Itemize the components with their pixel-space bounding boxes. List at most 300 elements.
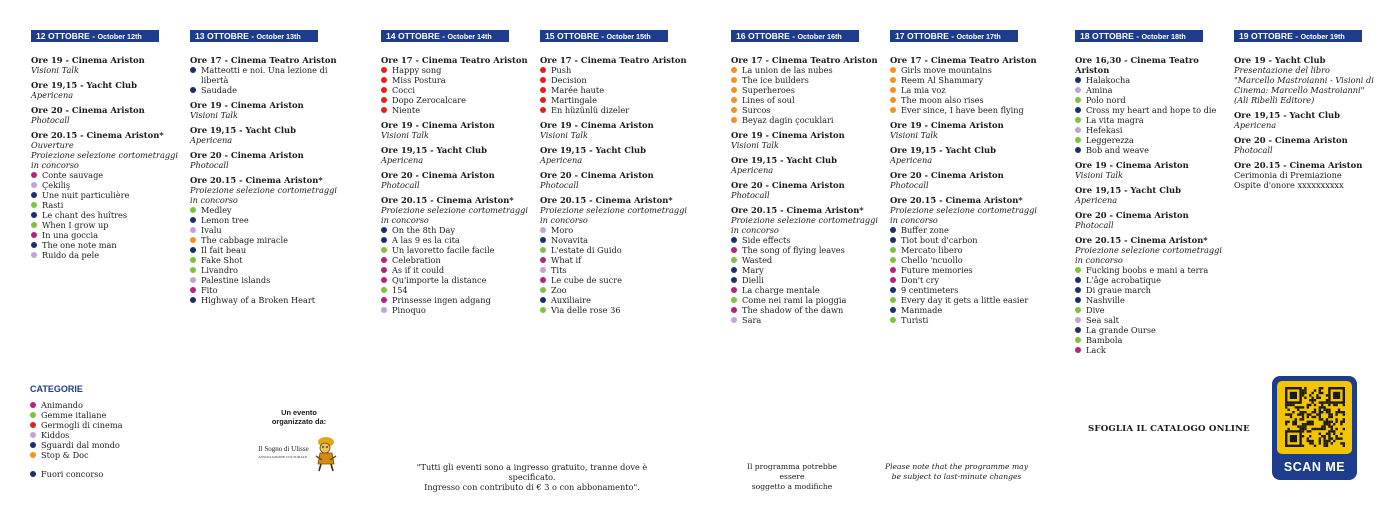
film-item <box>890 235 1038 245</box>
day-header-it: 17 OTTOBRE <box>895 31 949 41</box>
film-title: La mia voz <box>901 85 946 95</box>
film-title: En hüzünlü dizeler <box>551 105 630 115</box>
film-item <box>540 65 688 75</box>
film-item <box>1075 145 1223 155</box>
event-subtitle: Apericena <box>731 165 774 175</box>
fuori-concorso-dot-icon <box>30 471 36 477</box>
event-subtitle: Proiezione selezione cortometraggi <box>890 205 1037 215</box>
film-title: Surcos <box>742 105 771 115</box>
film-title: L'âge acrobatique <box>1086 275 1161 285</box>
film-title: Mary <box>742 265 764 275</box>
film-title: The moon also rises <box>901 95 984 105</box>
film-item <box>540 95 688 105</box>
film-title: Tiot bout d'carbon <box>901 235 978 245</box>
event-subtitle: Photocall <box>540 180 579 190</box>
film-title: The shadow of the dawn <box>742 305 844 315</box>
event-subtitle: Photocall <box>1234 145 1273 155</box>
film-item <box>731 65 879 75</box>
event-subtitle: Visioni Talk <box>1075 170 1123 180</box>
film-title: Sea salt <box>1086 315 1119 325</box>
category-dot-icon <box>31 242 37 248</box>
category-dot-icon <box>381 277 387 283</box>
film-item <box>540 275 688 285</box>
film-item <box>540 255 688 265</box>
category-dot-icon <box>190 67 196 73</box>
event-subtitle: in concorso <box>731 225 779 235</box>
category-dot-icon <box>731 117 737 123</box>
event-subtitle: in concorso <box>190 195 238 205</box>
film-item <box>890 105 1038 115</box>
category-dot-icon <box>540 227 546 233</box>
event-time-venue: Ore 19,15 - Yacht Club <box>1234 110 1341 120</box>
film-item <box>890 295 1038 305</box>
film-item <box>1075 105 1223 115</box>
film-title: Qu'importe la distance <box>392 275 487 285</box>
category-dot-icon <box>540 67 546 73</box>
film-title: Niente <box>392 105 421 115</box>
film-title: Le cube de sucre <box>551 275 622 285</box>
category-dot-icon <box>731 87 737 93</box>
event-time-venue: Ore 16,30 - Cinema Teatro Ariston <box>1075 55 1199 75</box>
category-dot-icon <box>381 87 387 93</box>
category-dot-icon <box>190 267 196 273</box>
film-item <box>1075 135 1223 145</box>
film-title: Moro <box>551 225 574 235</box>
category-dot-icon <box>731 97 737 103</box>
organizer-block <box>244 408 354 472</box>
category-dot-icon <box>190 227 196 233</box>
note-en-line1: Please note that the programme may <box>885 462 1028 471</box>
category-dot-icon <box>190 297 196 303</box>
film-item <box>190 235 338 245</box>
legend-label: Kiddos <box>41 430 70 440</box>
event-subtitle: Photocall <box>190 160 229 170</box>
organizer-logo <box>244 434 354 472</box>
note-en-line2: be subject to last-minute changes <box>891 472 1022 481</box>
film-title: Every day it gets a little easier <box>901 295 1029 305</box>
category-dot-icon <box>31 252 37 258</box>
film-item <box>540 245 688 255</box>
category-dot-icon <box>31 202 37 208</box>
entry-note-line1: "Tutti gli eventi sono a ingresso gratuito, tranne dove è specificato. <box>416 462 648 482</box>
event-subtitle: in concorso <box>890 215 938 225</box>
film-item <box>540 85 688 95</box>
category-dot-icon <box>381 257 387 263</box>
event-time-venue: Ore 19,15 - Yacht Club <box>731 155 838 165</box>
category-dot-icon <box>540 267 546 273</box>
film-title: Livandro <box>201 265 238 275</box>
film-title: libertà <box>201 75 229 85</box>
film-title: Happy song <box>392 65 442 75</box>
category-dot-icon <box>890 67 896 73</box>
event-detail: Ospite d'onore xxxxxxxxxx <box>1234 180 1344 190</box>
film-item <box>540 305 688 315</box>
film-item <box>1075 275 1223 285</box>
entry-note-line2: Ingresso con contributo di € 3 o con abbonamento". <box>424 482 640 492</box>
film-title: Girls move mountains <box>901 65 992 75</box>
category-dot-icon <box>31 192 37 198</box>
film-item <box>731 315 879 325</box>
event-subtitle: Cinema: Marcello Mastroianni" <box>1234 85 1365 95</box>
category-dot-icon <box>190 277 196 283</box>
day-header-sep: - <box>1133 31 1142 41</box>
film-title: Martingale <box>551 95 597 105</box>
program-change-note-it <box>742 462 842 492</box>
film-title: Beyaz dagin çocuklari <box>742 115 834 125</box>
day-header-en: October 16th <box>797 32 842 41</box>
film-item <box>1075 325 1223 335</box>
film-item <box>1075 125 1223 135</box>
event-subtitle: "Marcello Mastroianni - Visioni di <box>1234 75 1374 85</box>
film-title: Buffer zone <box>901 225 949 235</box>
event-subtitle: Apericena <box>190 135 233 145</box>
legend-item <box>30 450 210 460</box>
film-title: Saudade <box>201 85 237 95</box>
event-subtitle: Apericena <box>381 155 424 165</box>
film-title: Cross my heart and hope to die <box>1086 105 1217 115</box>
event-time-venue: Ore 20 - Cinema Ariston <box>731 180 845 190</box>
event-time-venue: Ore 19 - Cinema Ariston <box>540 120 654 130</box>
day-header-sep: - <box>248 31 257 41</box>
film-title: Ever since, I have been flying <box>901 105 1024 115</box>
event-time-venue: Ore 20.15 - Cinema Ariston* <box>381 195 514 205</box>
note-it-line1: Il programma potrebbe essere <box>746 462 838 481</box>
category-dot-icon <box>190 237 196 243</box>
film-title: Conte sauvage <box>42 170 104 180</box>
category-dot-icon <box>30 452 36 458</box>
event-subtitle: Photocall <box>731 190 770 200</box>
film-item <box>190 255 338 265</box>
event-time-venue: Ore 20.15 - Cinema Ariston* <box>540 195 673 205</box>
category-dot-icon <box>540 277 546 283</box>
film-item <box>731 235 879 245</box>
category-dot-icon <box>540 237 546 243</box>
film-item <box>731 275 879 285</box>
film-title: Lines of soul <box>742 95 795 105</box>
film-title: Celebration <box>392 255 441 265</box>
day-header-it: 15 OTTOBRE <box>545 31 599 41</box>
organizer-title-line1: Un evento <box>281 408 317 417</box>
category-dot-icon <box>190 87 196 93</box>
event-subtitle: Apericena <box>540 155 583 165</box>
film-item <box>1075 265 1223 275</box>
day-column <box>1075 30 1223 355</box>
organizer-title-line2: organizzato da: <box>271 417 327 426</box>
film-item <box>31 190 179 200</box>
category-dot-icon <box>540 247 546 253</box>
film-item <box>1075 315 1223 325</box>
film-title: Superheroes <box>742 85 795 95</box>
film-title: The one note man <box>42 240 117 250</box>
event-time-venue: Ore 17 - Cinema Teatro Ariston <box>190 55 337 65</box>
film-title: Future memories <box>901 265 973 275</box>
category-dot-icon <box>890 237 896 243</box>
event-time-venue: Ore 19 - Cinema Ariston <box>1075 160 1189 170</box>
legend-label: Germogli di cinema <box>41 420 123 430</box>
legend-item <box>30 420 210 430</box>
film-item <box>31 250 179 260</box>
event-subtitle: Presentazione del libro <box>1234 65 1330 75</box>
film-title: Prinsesse ingen adgang <box>392 295 491 305</box>
day-header <box>1234 30 1362 42</box>
category-dot-icon <box>381 237 387 243</box>
day-header-it: 14 OTTOBRE <box>386 31 440 41</box>
film-title: Palestine islands <box>201 275 271 285</box>
film-item <box>190 205 338 215</box>
category-dot-icon <box>540 107 546 113</box>
film-title: On the 8th Day <box>392 225 456 235</box>
category-dot-icon <box>731 257 737 263</box>
event-subtitle: Visioni Talk <box>540 130 588 140</box>
day-header-sep: - <box>439 31 448 41</box>
category-dot-icon <box>1075 307 1081 313</box>
film-title: As if it could <box>392 265 445 275</box>
event-time-venue: Ore 19,15 - Yacht Club <box>890 145 997 155</box>
film-title: Bob and weave <box>1086 145 1149 155</box>
category-dot-icon <box>731 67 737 73</box>
category-dot-icon <box>1075 77 1081 83</box>
day-column <box>190 30 338 305</box>
film-item <box>731 265 879 275</box>
event-time-venue: Ore 20.15 - Cinema Ariston* <box>731 205 864 215</box>
category-dot-icon <box>30 442 36 448</box>
film-item <box>890 305 1038 315</box>
film-title: Wasted <box>742 255 773 265</box>
film-item <box>1075 295 1223 305</box>
film-title: Ruido da pele <box>42 250 100 260</box>
category-dot-icon <box>890 277 896 283</box>
qr-code-badge[interactable] <box>1272 376 1357 480</box>
event-time-venue: Ore 17 - Cinema Teatro Ariston <box>540 55 687 65</box>
event-subtitle: Visioni Talk <box>731 140 779 150</box>
film-title: Lemon tree <box>201 215 249 225</box>
film-item <box>731 115 879 125</box>
film-title: Medley <box>201 205 232 215</box>
film-item <box>31 200 179 210</box>
film-title: Amina <box>1086 85 1113 95</box>
film-item <box>31 170 179 180</box>
film-item <box>890 225 1038 235</box>
film-item <box>540 265 688 275</box>
category-dot-icon <box>381 247 387 253</box>
day-header-it: 19 OTTOBRE <box>1239 31 1293 41</box>
film-title: Via delle rose 36 <box>551 305 621 315</box>
event-subtitle: Apericena <box>890 155 933 165</box>
event-subtitle: Ouverture <box>31 140 74 150</box>
event-subtitle: Proiezione selezione cortometraggi <box>1075 245 1222 255</box>
event-subtitle: Visioni Talk <box>190 110 238 120</box>
film-item <box>890 65 1038 75</box>
film-title: The song of flying leaves <box>742 245 845 255</box>
category-dot-icon <box>1075 347 1081 353</box>
film-item <box>731 95 879 105</box>
film-title: Di graue march <box>1086 285 1151 295</box>
film-item <box>31 230 179 240</box>
category-dot-icon <box>731 247 737 253</box>
category-dot-icon <box>890 317 896 323</box>
film-item <box>540 285 688 295</box>
film-item <box>731 245 879 255</box>
film-title: Un lavoretto facile facile <box>392 245 495 255</box>
event-time-venue: Ore 19,15 - Yacht Club <box>1075 185 1182 195</box>
category-dot-icon <box>30 432 36 438</box>
category-dot-icon <box>1075 137 1081 143</box>
category-dot-icon <box>731 297 737 303</box>
event-subtitle: Proiezione selezione cortometraggi <box>381 205 528 215</box>
event-subtitle: Photocall <box>381 180 420 190</box>
film-title: L'estate di Guido <box>551 245 622 255</box>
catalog-online-text: SFOGLIA IL CATALOGO ONLINE <box>1088 424 1250 434</box>
film-item <box>731 305 879 315</box>
category-dot-icon <box>1075 97 1081 103</box>
category-dot-icon <box>890 257 896 263</box>
entry-note <box>392 462 672 492</box>
film-item <box>540 225 688 235</box>
legend-item <box>30 440 210 450</box>
event-time-venue: Ore 19 - Yacht Club <box>1234 55 1326 65</box>
film-item <box>1075 85 1223 95</box>
ulysses-mascot-icon <box>312 434 340 472</box>
event-time-venue: Ore 19 - Cinema Ariston <box>381 120 495 130</box>
category-dot-icon <box>731 77 737 83</box>
categories-title: CATEGORIE <box>30 384 83 394</box>
event-time-venue: Ore 17 - Cinema Teatro Ariston <box>890 55 1037 65</box>
category-dot-icon <box>731 317 737 323</box>
category-dot-icon <box>890 77 896 83</box>
film-item <box>890 255 1038 265</box>
event-subtitle: Visioni Talk <box>890 130 938 140</box>
category-dot-icon <box>731 307 737 313</box>
film-item <box>890 75 1038 85</box>
category-dot-icon <box>890 307 896 313</box>
film-item <box>1075 305 1223 315</box>
event-subtitle: Visioni Talk <box>381 130 429 140</box>
event-subtitle: Visioni Talk <box>31 65 79 75</box>
film-title: Decision <box>551 75 587 85</box>
film-title: Fito <box>201 285 218 295</box>
film-title: Çekiliş <box>42 180 71 190</box>
event-time-venue: Ore 19,15 - Yacht Club <box>190 125 297 135</box>
day-header-en: October 14th <box>447 32 492 41</box>
category-dot-icon <box>890 107 896 113</box>
category-dot-icon <box>540 97 546 103</box>
category-dot-icon <box>731 287 737 293</box>
film-title: Turisti <box>901 315 929 325</box>
day-header <box>540 30 668 42</box>
event-subtitle: (Ali Ribelli Editore) <box>1234 95 1315 105</box>
film-item <box>890 315 1038 325</box>
film-title: Matteotti e noi. Una lezione di <box>201 65 328 75</box>
film-title: Come nei rami la pioggia <box>742 295 847 305</box>
film-title: La charge mentale <box>742 285 820 295</box>
event-subtitle: Apericena <box>1075 195 1118 205</box>
category-dot-icon <box>540 287 546 293</box>
film-title: Side effects <box>742 235 791 245</box>
day-header-en: October 17th <box>956 32 1001 41</box>
film-title: Sara <box>742 315 762 325</box>
category-dot-icon <box>890 227 896 233</box>
film-item <box>190 295 338 305</box>
film-title: Novavita <box>551 235 589 245</box>
film-item <box>190 275 338 285</box>
film-title: Tits <box>551 265 567 275</box>
event-detail: Cerimonia di Premiazione <box>1234 170 1342 180</box>
day-header-en: October 12th <box>97 32 142 41</box>
film-item <box>190 225 338 235</box>
category-dot-icon <box>1075 267 1081 273</box>
day-header-en: October 19th <box>1300 32 1345 41</box>
category-dot-icon <box>890 267 896 273</box>
film-item <box>731 295 879 305</box>
film-item <box>540 105 688 115</box>
category-dot-icon <box>890 97 896 103</box>
film-item <box>381 285 529 295</box>
category-dot-icon <box>1075 87 1081 93</box>
film-title: Reem Al Shammary <box>901 75 984 85</box>
day-column <box>31 30 179 260</box>
category-dot-icon <box>890 287 896 293</box>
legend-item <box>30 430 210 440</box>
day-header <box>890 30 1018 42</box>
film-title: Une nuit particulière <box>42 190 130 200</box>
event-time-venue: Ore 19,15 - Yacht Club <box>381 145 488 155</box>
film-item <box>540 235 688 245</box>
category-dot-icon <box>731 107 737 113</box>
event-subtitle: Photocall <box>890 180 929 190</box>
film-title: When I grow up <box>42 220 109 230</box>
event-subtitle: Photocall <box>31 115 70 125</box>
event-subtitle: in concorso <box>1075 255 1123 265</box>
category-dot-icon <box>381 97 387 103</box>
legend-item <box>30 410 210 420</box>
film-title: Zoo <box>551 285 567 295</box>
day-header-sep: - <box>948 31 957 41</box>
day-header <box>381 30 509 42</box>
category-dot-icon <box>381 107 387 113</box>
film-title: 9 centimeters <box>901 285 959 295</box>
film-item <box>890 275 1038 285</box>
category-dot-icon <box>540 87 546 93</box>
film-item <box>381 105 529 115</box>
film-title: La union de las nubes <box>742 65 833 75</box>
event-time-venue: Ore 20 - Cinema Ariston <box>381 170 495 180</box>
category-dot-icon <box>890 297 896 303</box>
category-dot-icon <box>540 257 546 263</box>
film-title: Fake Shot <box>201 255 243 265</box>
event-subtitle: in concorso <box>31 160 79 170</box>
qr-finder-mark <box>1333 392 1340 399</box>
film-title: What if <box>551 255 582 265</box>
event-time-venue: Ore 20.15 - Cinema Ariston* <box>1075 235 1208 245</box>
film-item <box>190 85 338 95</box>
day-header <box>31 30 159 42</box>
categories-legend <box>30 384 210 479</box>
film-title: Auxiliaire <box>551 295 591 305</box>
category-dot-icon <box>540 307 546 313</box>
film-title: Dopo Zerocalcare <box>392 95 466 105</box>
event-time-venue: Ore 19 - Cinema Ariston <box>731 130 845 140</box>
film-title: Lack <box>1086 345 1106 355</box>
film-item <box>381 305 529 315</box>
film-title: Miss Postura <box>392 75 446 85</box>
category-dot-icon <box>540 297 546 303</box>
film-title: Hefekasi <box>1086 125 1123 135</box>
category-dot-icon <box>31 232 37 238</box>
film-item <box>381 235 529 245</box>
event-time-venue: Ore 20.15 - Cinema Ariston* <box>890 195 1023 205</box>
film-item <box>731 255 879 265</box>
category-dot-icon <box>31 172 37 178</box>
